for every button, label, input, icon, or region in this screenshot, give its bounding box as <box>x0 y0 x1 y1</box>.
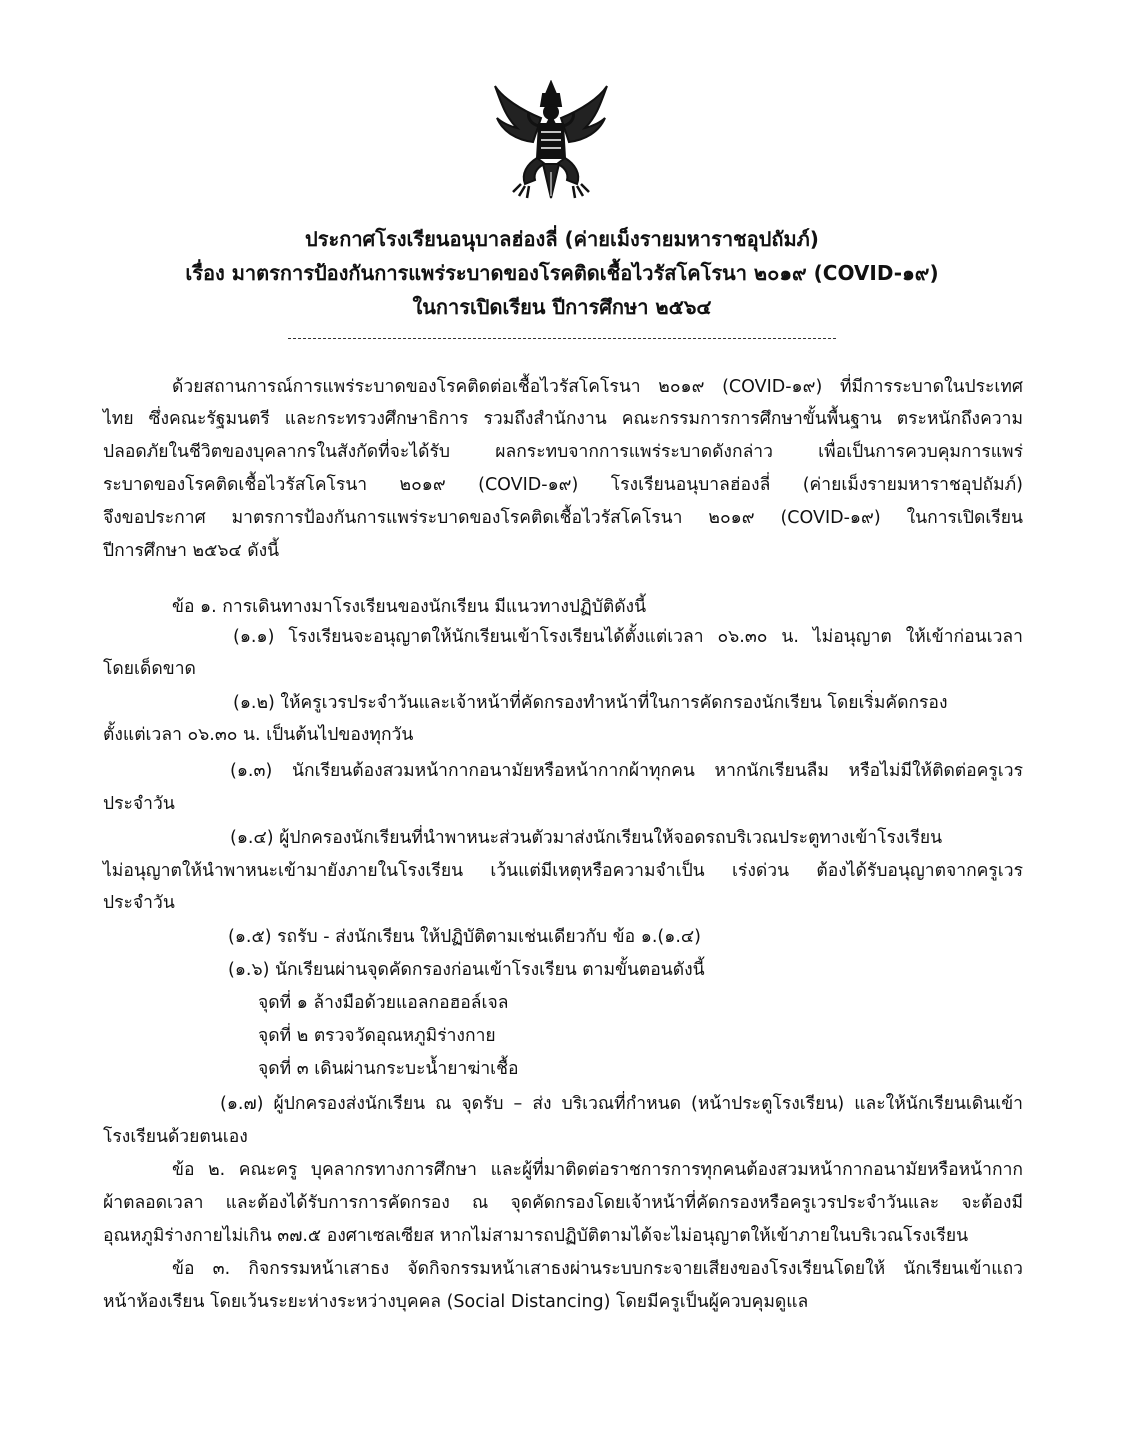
intro-line: จึงขอประกาศ มาตรการป้องกันการแพร่ระบาดของโรคติดเชื้อไวรัสโคโรนา ๒๐๑๙ (COVID-๑๙) ในการเปิดเรียน <box>103 508 1023 528</box>
item-2-line: อุณหภูมิร่างกายไม่เกิน ๓๗.๕ องศาเซลเซียส หากไม่สามารถปฏิบัติตามได้จะไม่อนุญาตให้เข้าภายในบริเวณโรงเรียน <box>103 1226 969 1246</box>
item-1-4-line: ประจำวัน <box>103 893 175 913</box>
item-1-1-line: (๑.๑) โรงเรียนจะอนุญาตให้นักเรียนเข้าโรงเรียนได้ตั้งแต่เวลา ๐๖.๓๐ น. ไม่อนุญาต ให้เข้าก่อนเวลา <box>233 627 1023 647</box>
garuda-emblem-icon <box>491 80 611 205</box>
item-1-3-line: ประจำวัน <box>103 794 175 814</box>
intro-line: ไทย ซึ่งคณะรัฐมนตรี และกระทรวงศึกษาธิการ รวมถึงสำนักงาน คณะกรรมการการศึกษาขั้นพื้นฐาน ตระหนักถึงความ <box>103 409 1023 429</box>
header-divider <box>288 338 836 339</box>
item-1-3-line: (๑.๓) นักเรียนต้องสวมหน้ากากอนามัยหรือหน้ากากผ้าทุกคน หากนักเรียนลืม หรือไม่มีให้ติดต่อครูเวร <box>230 761 1023 781</box>
item-1-4-line: ไม่อนุญาตให้นำพาหนะเข้ามายังภายในโรงเรียน เว้นแต่มีเหตุหรือความจำเป็น เร่งด่วน ต้องได้รับอนุญาตจากครูเวร <box>103 861 1023 881</box>
item-3-line: หน้าห้องเรียน โดยเว้นระยะห่างระหว่างบุคคล (Social Distancing) โดยมีครูเป็นผู้ควบคุมดูแล <box>103 1292 809 1312</box>
item-1-7-line: (๑.๗) ผู้ปกครองส่งนักเรียน ณ จุดรับ – ส่ง บริเวณที่กำหนด (หน้าประตูโรงเรียน) และให้นักเรียนเดินเข้า <box>220 1094 1023 1114</box>
screening-point: จุดที่ ๒ ตรวจวัดอุณหภูมิร่างกาย <box>258 1026 496 1046</box>
item-3-line: ข้อ ๓. กิจกรรมหน้าเสาธง จัดกิจกรรมหน้าเสาธงผ่านระบบกระจายเสียงของโรงเรียนโดยให้ นักเรียนเข้าแถว <box>172 1259 1023 1279</box>
item-2-line: ผ้าตลอดเวลา และต้องได้รับการการคัดกรอง ณ จุดคัดกรองโดยเจ้าหน้าที่คัดกรองหรือครูเวรประจำวันและ จะต้องมี <box>103 1193 1023 1213</box>
item-2-line: ข้อ ๒. คณะครู บุคลากรทางการศึกษา และผู้ที่มาติดต่อราชการการทุกคนต้องสวมหน้ากากอนามัยหรือหน้ากาก <box>172 1160 1023 1180</box>
item-1-7-line: โรงเรียนด้วยตนเอง <box>103 1127 248 1147</box>
item-1-1-line: โดยเด็ดขาด <box>103 659 196 679</box>
intro-line: ปีการศึกษา ๒๕๖๔ ดังนี้ <box>103 541 280 561</box>
announcement-subject-continued: ในการเปิดเรียน ปีการศึกษา ๒๕๖๔ <box>412 295 712 319</box>
intro-line: ระบาดของโรคติดเชื้อไวรัสโคโรนา ๒๐๑๙ (COVID-๑๙) โรงเรียนอนุบาลฮ่องลี่ (ค่ายเม็งรายมหาราชอุปถัมภ์) <box>103 475 1023 495</box>
item-1-4-line: (๑.๔) ผู้ปกครองนักเรียนที่นำพาหนะส่วนตัวมาส่งนักเรียนให้จอดรถบริเวณประตูทางเข้าโรงเรียน <box>230 828 943 848</box>
intro-line: ด้วยสถานการณ์การแพร่ระบาดของโรคติดต่อเชื้อไวรัสโคโรนา ๒๐๑๙ (COVID-๑๙) ที่มีการระบาดในประเทศ <box>172 377 1023 397</box>
screening-point: จุดที่ ๑ ล้างมือด้วยแอลกอฮอล์เจล <box>258 993 509 1013</box>
announcement-title: ประกาศโรงเรียนอนุบาลฮ่องลี่ (ค่ายเม็งรายมหาราชอุปถัมภ์) <box>305 227 819 251</box>
intro-line: ปลอดภัยในชีวิตของบุคลากรในสังกัดที่จะได้รับ ผลกระทบจากการแพร่ระบาดดังกล่าว เพื่อเป็นการควบคุมการแพร่ <box>103 442 1023 462</box>
announcement-subject: เรื่อง มาตรการป้องกันการแพร่ระบาดของโรคติดเชื้อไวรัสโคโรนา ๒๐๑๙ (COVID-๑๙) <box>185 261 939 285</box>
item-1-5-line: (๑.๕) รถรับ - ส่งนักเรียน ให้ปฏิบัติตามเช่นเดียวกับ ข้อ ๑.(๑.๔) <box>228 927 701 947</box>
item-1-title: ข้อ ๑. การเดินทางมาโรงเรียนของนักเรียน มีแนวทางปฏิบัติดังนี้ <box>172 597 647 617</box>
screening-point: จุดที่ ๓ เดินผ่านกระบะน้ำยาฆ่าเชื้อ <box>258 1059 519 1079</box>
item-1-2-line: (๑.๒) ให้ครูเวรประจำวันและเจ้าหน้าที่คัดกรองทำหน้าที่ในการคัดกรองนักเรียน โดยเริ่มคัดกรอง <box>233 693 948 713</box>
item-1-2-line: ตั้งแต่เวลา ๐๖.๓๐ น. เป็นต้นไปของทุกวัน <box>103 725 414 745</box>
item-1-6-line: (๑.๖) นักเรียนผ่านจุดคัดกรองก่อนเข้าโรงเรียน ตามขั้นตอนดังนี้ <box>228 960 705 980</box>
